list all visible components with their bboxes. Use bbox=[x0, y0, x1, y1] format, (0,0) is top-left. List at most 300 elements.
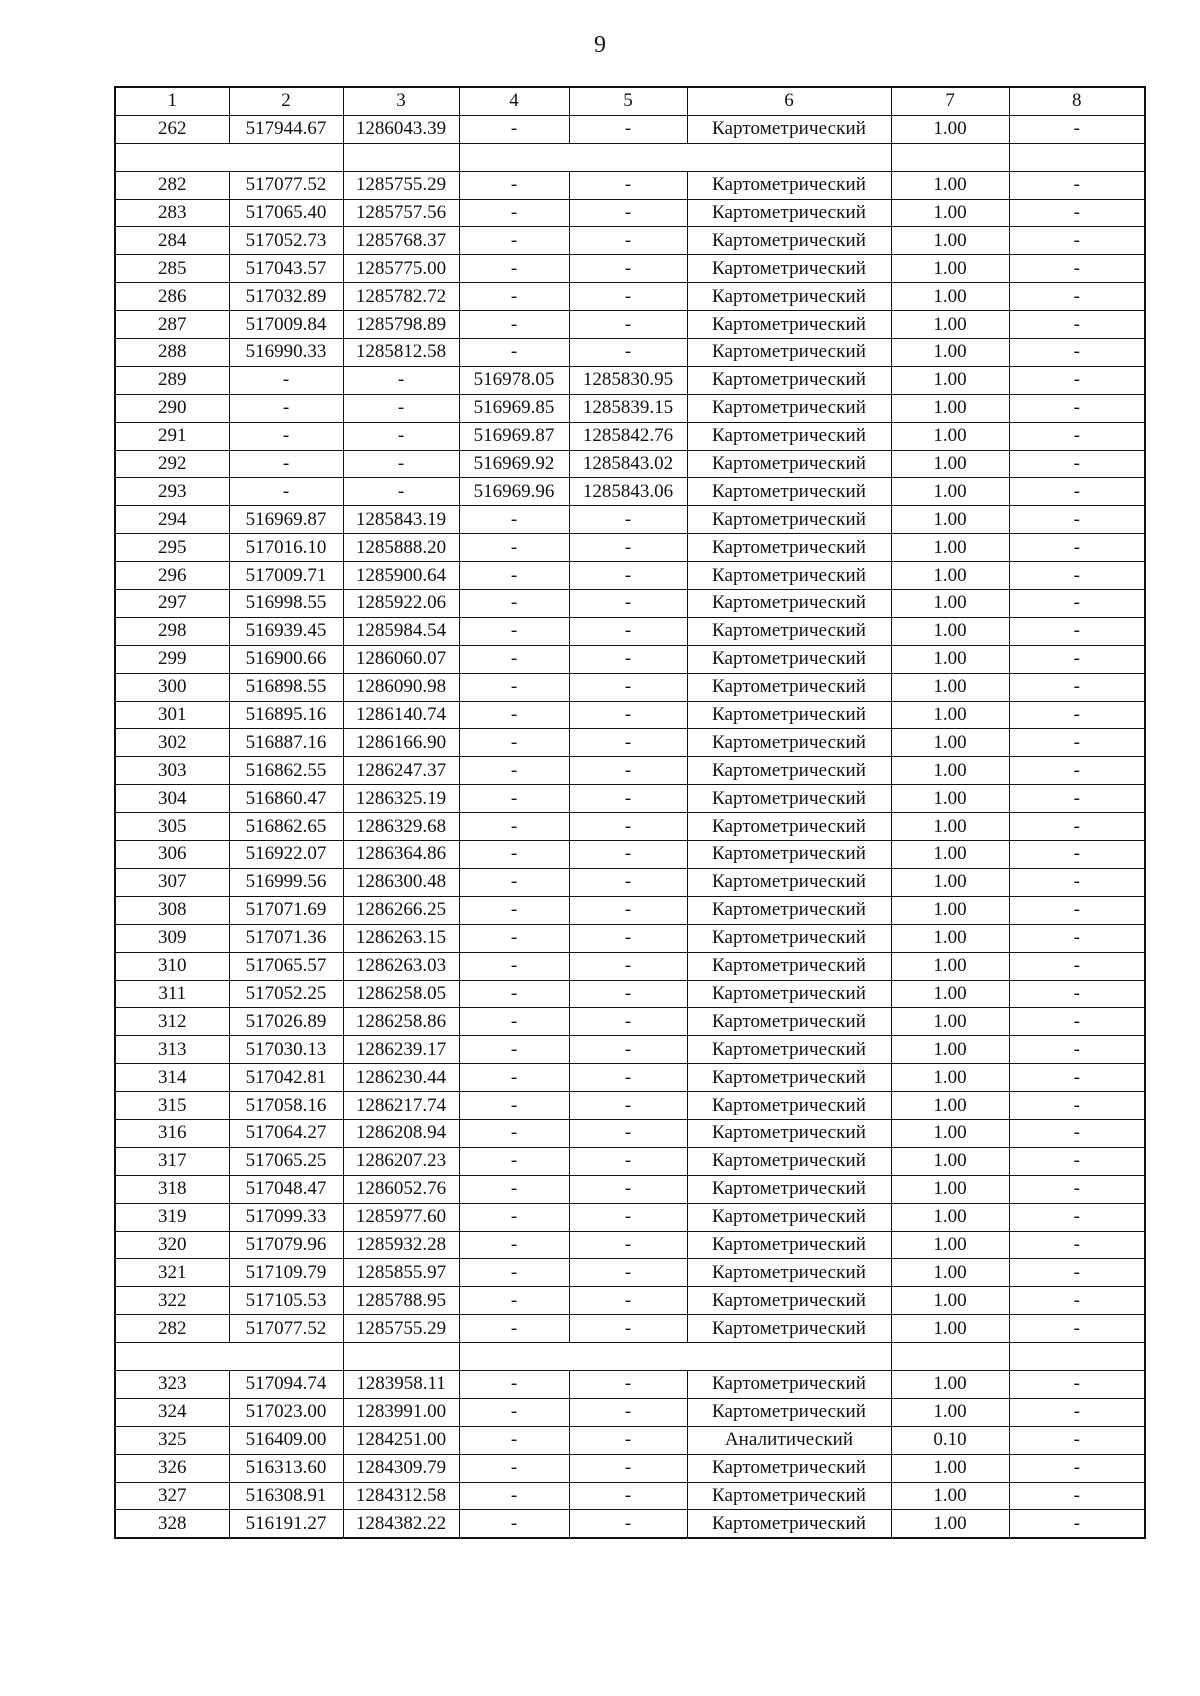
table-cell-col-5: - bbox=[569, 813, 687, 841]
table-cell-col-1: 328 bbox=[115, 1510, 229, 1538]
table-cell-col-1: 287 bbox=[115, 311, 229, 339]
table-row bbox=[115, 757, 1145, 785]
table-cell-col-1: 300 bbox=[115, 673, 229, 701]
table-cell-col-1: 288 bbox=[115, 339, 229, 367]
table-cell-col-2: 517052.25 bbox=[229, 980, 343, 1008]
table-cell-col-8: - bbox=[1009, 450, 1145, 478]
table-cell-col-2: 517032.89 bbox=[229, 283, 343, 311]
table-cell-col-6: Аналитический bbox=[687, 1426, 891, 1454]
table-cell-col-1: 327 bbox=[115, 1482, 229, 1510]
table-cell-col-1: 295 bbox=[115, 534, 229, 562]
table-row bbox=[115, 115, 1145, 143]
table-cell-col-7: 1.00 bbox=[891, 199, 1009, 227]
table-cell-col-3: 1286043.39 bbox=[343, 115, 459, 143]
table-cell-col-4: - bbox=[459, 1259, 569, 1287]
table-cell-col-8: - bbox=[1009, 1426, 1145, 1454]
table-cell-col-6: Картометрический bbox=[687, 394, 891, 422]
table-cell-col-1: 318 bbox=[115, 1175, 229, 1203]
table-cell-col-7: 1.00 bbox=[891, 952, 1009, 980]
column-header-3: 3 bbox=[343, 87, 459, 115]
table-cell-col-1: 306 bbox=[115, 841, 229, 869]
table-cell-col-7: 1.00 bbox=[891, 311, 1009, 339]
table-cell-col-3: 1286258.86 bbox=[343, 1008, 459, 1036]
table-cell-col-1: 293 bbox=[115, 478, 229, 506]
table-cell-col-1: 315 bbox=[115, 1092, 229, 1120]
column-header-5: 5 bbox=[569, 87, 687, 115]
table-cell-col-6: Картометрический bbox=[687, 1287, 891, 1315]
table-cell-col-6: Картометрический bbox=[687, 1119, 891, 1147]
table-cell-col-3: 1285984.54 bbox=[343, 617, 459, 645]
table-cell-col-7: 1.00 bbox=[891, 1036, 1009, 1064]
table-cell-col-8: - bbox=[1009, 590, 1145, 618]
table-cell-col-7: 1.00 bbox=[891, 868, 1009, 896]
table-row bbox=[115, 450, 1145, 478]
table-cell-col-3: 1286266.25 bbox=[343, 896, 459, 924]
table-cell-col-5: - bbox=[569, 590, 687, 618]
table-cell-col-3: 1285932.28 bbox=[343, 1231, 459, 1259]
table-cell-col-4: - bbox=[459, 645, 569, 673]
table-cell-col-3: 1285798.89 bbox=[343, 311, 459, 339]
table-cell-col-6: Картометрический bbox=[687, 450, 891, 478]
table-row bbox=[115, 255, 1145, 283]
column-header-2: 2 bbox=[229, 87, 343, 115]
table-cell-col-8: - bbox=[1009, 534, 1145, 562]
table-row bbox=[115, 283, 1145, 311]
table-cell-col-1: 286 bbox=[115, 283, 229, 311]
table-cell-col-7: 1.00 bbox=[891, 534, 1009, 562]
table-cell-col-8: - bbox=[1009, 366, 1145, 394]
table-cell-col-1: 283 bbox=[115, 199, 229, 227]
table-cell-col-4: - bbox=[459, 1398, 569, 1426]
table-cell-col-8: - bbox=[1009, 562, 1145, 590]
table-cell-col-3: 1286364.86 bbox=[343, 841, 459, 869]
table-cell-col-3: 1285768.37 bbox=[343, 227, 459, 255]
table-cell-col-4: - bbox=[459, 841, 569, 869]
table-cell-col-5: - bbox=[569, 227, 687, 255]
table-row bbox=[115, 980, 1145, 1008]
table-cell-col-4: - bbox=[459, 701, 569, 729]
table-cell-col-4: - bbox=[459, 115, 569, 143]
table-cell-col-7: 1.00 bbox=[891, 1482, 1009, 1510]
table-row bbox=[115, 339, 1145, 367]
table-cell-col-5: - bbox=[569, 1287, 687, 1315]
table-cell-col-2: 517071.69 bbox=[229, 896, 343, 924]
table-cell-col-7: 1.00 bbox=[891, 1119, 1009, 1147]
table-cell-col-5: - bbox=[569, 199, 687, 227]
table-cell-col-7: 1.00 bbox=[891, 1008, 1009, 1036]
table-cell-col-4: - bbox=[459, 227, 569, 255]
table-cell-col-7: 1.00 bbox=[891, 617, 1009, 645]
table-cell-col-7: 1.00 bbox=[891, 673, 1009, 701]
table-cell-col-6: Картометрический bbox=[687, 311, 891, 339]
table-cell-col-6 bbox=[687, 1343, 891, 1371]
table-cell-col-5: - bbox=[569, 171, 687, 199]
table-cell-col-2: - bbox=[229, 366, 343, 394]
table-row bbox=[115, 1119, 1145, 1147]
table-cell-col-6: Картометрический bbox=[687, 1482, 891, 1510]
table-cell-col-4: - bbox=[459, 952, 569, 980]
table-cell-col-3: 1285782.72 bbox=[343, 283, 459, 311]
table-cell-col-3: 1285843.19 bbox=[343, 506, 459, 534]
table-row bbox=[115, 1287, 1145, 1315]
table-cell-col-6: Картометрический bbox=[687, 1259, 891, 1287]
table-cell-col-4: - bbox=[459, 171, 569, 199]
table-cell-col-5: - bbox=[569, 506, 687, 534]
table-cell-col-1: 319 bbox=[115, 1203, 229, 1231]
table-cell-col-2: - bbox=[229, 422, 343, 450]
table-cell-col-1: 311 bbox=[115, 980, 229, 1008]
table-cell-col-7: 1.00 bbox=[891, 1454, 1009, 1482]
table-cell-col-2: 516898.55 bbox=[229, 673, 343, 701]
table-row bbox=[115, 896, 1145, 924]
table-cell-col-4: - bbox=[459, 339, 569, 367]
table-cell-col-7: 1.00 bbox=[891, 813, 1009, 841]
table-cell-col-6: Картометрический bbox=[687, 701, 891, 729]
table-cell-col-3: 1283958.11 bbox=[343, 1370, 459, 1398]
table-cell-col-3: 1284309.79 bbox=[343, 1454, 459, 1482]
table-row bbox=[115, 785, 1145, 813]
table-cell-col-3: 1286166.90 bbox=[343, 729, 459, 757]
table-cell-col-2: 517043.57 bbox=[229, 255, 343, 283]
table-cell-col-7: 1.00 bbox=[891, 924, 1009, 952]
table-row bbox=[115, 729, 1145, 757]
table-cell-col-6: Картометрический bbox=[687, 115, 891, 143]
table-cell-col-5: - bbox=[569, 645, 687, 673]
table-cell-col-7: 1.00 bbox=[891, 701, 1009, 729]
table-cell-col-8: - bbox=[1009, 1036, 1145, 1064]
table-cell-col-8: - bbox=[1009, 1008, 1145, 1036]
table-cell-col-2: 517077.52 bbox=[229, 171, 343, 199]
table-cell-col-5: - bbox=[569, 283, 687, 311]
table-cell-col-1: 292 bbox=[115, 450, 229, 478]
table-cell-col-1: 321 bbox=[115, 1259, 229, 1287]
table-cell-col-3: 1283991.00 bbox=[343, 1398, 459, 1426]
table-row bbox=[115, 673, 1145, 701]
table-cell-col-6: Картометрический bbox=[687, 1064, 891, 1092]
table-cell-col-4: 516969.96 bbox=[459, 478, 569, 506]
table-cell-col-2: 517009.71 bbox=[229, 562, 343, 590]
table-body bbox=[115, 115, 1145, 1538]
table-row bbox=[115, 1259, 1145, 1287]
table-cell-col-5: - bbox=[569, 1064, 687, 1092]
table-cell-col-4: - bbox=[459, 562, 569, 590]
table-cell-col-2: 516887.16 bbox=[229, 729, 343, 757]
table-cell-col-3: 1286217.74 bbox=[343, 1092, 459, 1120]
table-cell-col-6: Картометрический bbox=[687, 590, 891, 618]
table-cell-col-7: 1.00 bbox=[891, 1203, 1009, 1231]
table-cell-col-5: - bbox=[569, 1175, 687, 1203]
column-header-4: 4 bbox=[459, 87, 569, 115]
table-row bbox=[115, 394, 1145, 422]
table-cell-col-7 bbox=[891, 143, 1009, 171]
table-cell-col-7: 1.00 bbox=[891, 645, 1009, 673]
table-cell-col-3: 1285755.29 bbox=[343, 171, 459, 199]
table-cell-col-5: - bbox=[569, 896, 687, 924]
table-row bbox=[115, 1231, 1145, 1259]
table-row bbox=[115, 701, 1145, 729]
table-cell-col-2 bbox=[229, 143, 343, 171]
table-cell-col-3: 1286325.19 bbox=[343, 785, 459, 813]
table-cell-col-2: 517058.16 bbox=[229, 1092, 343, 1120]
table-cell-col-4: - bbox=[459, 896, 569, 924]
table-row bbox=[115, 311, 1145, 339]
table-cell-col-7: 1.00 bbox=[891, 227, 1009, 255]
table-cell-col-7: 1.00 bbox=[891, 1175, 1009, 1203]
table-cell-col-6: Картометрический bbox=[687, 1147, 891, 1175]
table-cell-col-5: 1285842.76 bbox=[569, 422, 687, 450]
table-cell-col-8: - bbox=[1009, 1287, 1145, 1315]
table-cell-col-4: - bbox=[459, 1064, 569, 1092]
table-cell-col-7: 1.00 bbox=[891, 171, 1009, 199]
table-cell-col-3: 1286060.07 bbox=[343, 645, 459, 673]
table-cell-col-3: 1286258.05 bbox=[343, 980, 459, 1008]
table-row bbox=[115, 1203, 1145, 1231]
table-cell-col-5: - bbox=[569, 1147, 687, 1175]
table-cell-col-2: 516922.07 bbox=[229, 841, 343, 869]
table-cell-col-3: 1285755.29 bbox=[343, 1315, 459, 1343]
table-cell-col-4: - bbox=[459, 1315, 569, 1343]
table-cell-col-1: 314 bbox=[115, 1064, 229, 1092]
table-cell-col-1: 305 bbox=[115, 813, 229, 841]
table-cell-col-1: 304 bbox=[115, 785, 229, 813]
table-separator-row bbox=[115, 1343, 1145, 1371]
table-row bbox=[115, 1426, 1145, 1454]
column-header-1: 1 bbox=[115, 87, 229, 115]
table-cell-col-8: - bbox=[1009, 757, 1145, 785]
table-cell-col-6: Картометрический bbox=[687, 673, 891, 701]
table-cell-col-3: 1286052.76 bbox=[343, 1175, 459, 1203]
table-cell-col-3: 1286263.15 bbox=[343, 924, 459, 952]
table-cell-col-8: - bbox=[1009, 841, 1145, 869]
table-cell-col-4: - bbox=[459, 1287, 569, 1315]
table-cell-col-8: - bbox=[1009, 1203, 1145, 1231]
table-row bbox=[115, 952, 1145, 980]
table-cell-col-7: 1.00 bbox=[891, 729, 1009, 757]
table-cell-col-4: - bbox=[459, 199, 569, 227]
table-cell-col-6: Картометрический bbox=[687, 1370, 891, 1398]
table-cell-col-3: - bbox=[343, 422, 459, 450]
table-separator-row bbox=[115, 143, 1145, 171]
table-cell-col-3: 1286208.94 bbox=[343, 1119, 459, 1147]
table-cell-col-4: - bbox=[459, 1454, 569, 1482]
table-cell-col-7: 1.00 bbox=[891, 980, 1009, 1008]
table-cell-col-6 bbox=[687, 143, 891, 171]
table-cell-col-5: - bbox=[569, 952, 687, 980]
table-cell-col-1: 312 bbox=[115, 1008, 229, 1036]
table-cell-col-3: 1286239.17 bbox=[343, 1036, 459, 1064]
table-cell-col-1: 282 bbox=[115, 1315, 229, 1343]
table-row bbox=[115, 841, 1145, 869]
table-cell-col-8: - bbox=[1009, 785, 1145, 813]
table-cell-col-6: Картометрический bbox=[687, 1092, 891, 1120]
table-cell-col-5: - bbox=[569, 924, 687, 952]
table-cell-col-5: - bbox=[569, 339, 687, 367]
table-row bbox=[115, 366, 1145, 394]
table-cell-col-4: - bbox=[459, 506, 569, 534]
table-cell-col-8: - bbox=[1009, 227, 1145, 255]
table-cell-col-4: - bbox=[459, 729, 569, 757]
table-cell-col-5: - bbox=[569, 673, 687, 701]
table-cell-col-5: - bbox=[569, 1398, 687, 1426]
table-cell-col-6: Картометрический bbox=[687, 171, 891, 199]
table-cell-col-5: - bbox=[569, 115, 687, 143]
table-cell-col-4: - bbox=[459, 1203, 569, 1231]
table-cell-col-2: 516990.33 bbox=[229, 339, 343, 367]
table-cell-col-1: 313 bbox=[115, 1036, 229, 1064]
table-cell-col-2: 517023.00 bbox=[229, 1398, 343, 1426]
table-cell-col-1: 294 bbox=[115, 506, 229, 534]
table-cell-col-6: Картометрический bbox=[687, 1454, 891, 1482]
table-cell-col-5: - bbox=[569, 1370, 687, 1398]
column-header-8: 8 bbox=[1009, 87, 1145, 115]
table-cell-col-4: - bbox=[459, 1482, 569, 1510]
table-cell-col-8: - bbox=[1009, 422, 1145, 450]
table-cell-col-7: 1.00 bbox=[891, 422, 1009, 450]
table-row bbox=[115, 813, 1145, 841]
table-cell-col-6: Картометрический bbox=[687, 813, 891, 841]
table-cell-col-7: 1.00 bbox=[891, 506, 1009, 534]
table-cell-col-2: 517042.81 bbox=[229, 1064, 343, 1092]
table-cell-col-1: 299 bbox=[115, 645, 229, 673]
table-cell-col-7: 1.00 bbox=[891, 757, 1009, 785]
table-cell-col-4: - bbox=[459, 311, 569, 339]
table-cell-col-2: 517065.40 bbox=[229, 199, 343, 227]
table-cell-col-1: 284 bbox=[115, 227, 229, 255]
table-cell-col-8: - bbox=[1009, 617, 1145, 645]
table-cell-col-8: - bbox=[1009, 1119, 1145, 1147]
table-cell-col-5: - bbox=[569, 1454, 687, 1482]
table-cell-col-5: 1285839.15 bbox=[569, 394, 687, 422]
table-cell-col-8: - bbox=[1009, 339, 1145, 367]
table-cell-col-4: - bbox=[459, 1510, 569, 1538]
table-cell-col-7: 1.00 bbox=[891, 115, 1009, 143]
table-cell-col-2: 516191.27 bbox=[229, 1510, 343, 1538]
table-cell-col-7: 1.00 bbox=[891, 1259, 1009, 1287]
table-cell-col-2: 517026.89 bbox=[229, 1008, 343, 1036]
table-cell-col-1: 296 bbox=[115, 562, 229, 590]
table-cell-col-3: 1285775.00 bbox=[343, 255, 459, 283]
table-cell-col-4: - bbox=[459, 590, 569, 618]
table-cell-col-5: - bbox=[569, 1092, 687, 1120]
table-cell-col-1: 297 bbox=[115, 590, 229, 618]
table-cell-col-8: - bbox=[1009, 1510, 1145, 1538]
table-cell-col-4: - bbox=[459, 1370, 569, 1398]
table-cell-col-1: 262 bbox=[115, 115, 229, 143]
table-cell-col-7: 1.00 bbox=[891, 1315, 1009, 1343]
table-cell-col-8: - bbox=[1009, 478, 1145, 506]
table-cell-col-7: 1.00 bbox=[891, 255, 1009, 283]
table-cell-col-1: 298 bbox=[115, 617, 229, 645]
table-cell-col-5 bbox=[569, 143, 687, 171]
table-cell-col-6: Картометрический bbox=[687, 339, 891, 367]
table-cell-col-6: Картометрический bbox=[687, 1036, 891, 1064]
table-cell-col-2: 516900.66 bbox=[229, 645, 343, 673]
table-cell-col-6: Картометрический bbox=[687, 478, 891, 506]
table-row bbox=[115, 199, 1145, 227]
table-cell-col-4: - bbox=[459, 1231, 569, 1259]
table-cell-col-4: - bbox=[459, 1008, 569, 1036]
table-cell-col-6: Картометрический bbox=[687, 1008, 891, 1036]
table-cell-col-2: 517077.52 bbox=[229, 1315, 343, 1343]
table-cell-col-6: Картометрический bbox=[687, 422, 891, 450]
table-header-row bbox=[115, 87, 1145, 115]
table-cell-col-2: 517016.10 bbox=[229, 534, 343, 562]
table-cell-col-3: 1285977.60 bbox=[343, 1203, 459, 1231]
table-cell-col-3: 1286140.74 bbox=[343, 701, 459, 729]
table-cell-col-4: - bbox=[459, 757, 569, 785]
table-row bbox=[115, 1036, 1145, 1064]
table-cell-col-2: 517099.33 bbox=[229, 1203, 343, 1231]
table-cell-col-5: - bbox=[569, 841, 687, 869]
table-cell-col-3: 1285855.97 bbox=[343, 1259, 459, 1287]
table-cell-col-2: 516308.91 bbox=[229, 1482, 343, 1510]
table-cell-col-7 bbox=[891, 1343, 1009, 1371]
table-cell-col-6: Картометрический bbox=[687, 980, 891, 1008]
table-cell-col-4 bbox=[459, 143, 569, 171]
page-number: 9 bbox=[594, 32, 606, 58]
table-cell-col-8: - bbox=[1009, 645, 1145, 673]
table-cell-col-2: 517030.13 bbox=[229, 1036, 343, 1064]
table-cell-col-1: 324 bbox=[115, 1398, 229, 1426]
table-cell-col-4: 516969.92 bbox=[459, 450, 569, 478]
table-cell-col-5: - bbox=[569, 1259, 687, 1287]
table-cell-col-5: - bbox=[569, 1315, 687, 1343]
table-cell-col-2: - bbox=[229, 394, 343, 422]
table-cell-col-8: - bbox=[1009, 1454, 1145, 1482]
table-cell-col-6: Картометрический bbox=[687, 562, 891, 590]
table-cell-col-4: 516978.05 bbox=[459, 366, 569, 394]
table-cell-col-6: Картометрический bbox=[687, 645, 891, 673]
table-cell-col-5: - bbox=[569, 534, 687, 562]
table-cell-col-4: - bbox=[459, 813, 569, 841]
table-cell-col-3: 1284382.22 bbox=[343, 1510, 459, 1538]
table-cell-col-1: 317 bbox=[115, 1147, 229, 1175]
table-cell-col-3: 1286090.98 bbox=[343, 673, 459, 701]
table-cell-col-1: 310 bbox=[115, 952, 229, 980]
table-cell-col-7: 1.00 bbox=[891, 1287, 1009, 1315]
table-cell-col-8: - bbox=[1009, 394, 1145, 422]
table-cell-col-8: - bbox=[1009, 980, 1145, 1008]
table-cell-col-8: - bbox=[1009, 1092, 1145, 1120]
table-cell-col-6: Картометрический bbox=[687, 1315, 891, 1343]
table-cell-col-8: - bbox=[1009, 171, 1145, 199]
table-cell-col-1: 289 bbox=[115, 366, 229, 394]
table-cell-col-1: 301 bbox=[115, 701, 229, 729]
table-cell-col-6: Картометрический bbox=[687, 283, 891, 311]
table-cell-col-3: 1285788.95 bbox=[343, 1287, 459, 1315]
table-cell-col-2: 517065.25 bbox=[229, 1147, 343, 1175]
table-cell-col-8: - bbox=[1009, 1064, 1145, 1092]
table-cell-col-7: 1.00 bbox=[891, 450, 1009, 478]
table-cell-col-1: 291 bbox=[115, 422, 229, 450]
table-cell-col-8 bbox=[1009, 143, 1145, 171]
table-cell-col-6: Картометрический bbox=[687, 255, 891, 283]
table-cell-col-8: - bbox=[1009, 1147, 1145, 1175]
table-cell-col-2: 516862.65 bbox=[229, 813, 343, 841]
table-cell-col-8: - bbox=[1009, 813, 1145, 841]
table-cell-col-4: - bbox=[459, 1175, 569, 1203]
table-cell-col-7: 1.00 bbox=[891, 1147, 1009, 1175]
table-row bbox=[115, 1370, 1145, 1398]
table-cell-col-1: 316 bbox=[115, 1119, 229, 1147]
table-cell-col-5: 1285830.95 bbox=[569, 366, 687, 394]
table-row bbox=[115, 478, 1145, 506]
table-cell-col-1: 290 bbox=[115, 394, 229, 422]
table-cell-col-7: 1.00 bbox=[891, 785, 1009, 813]
table-cell-col-3 bbox=[343, 1343, 459, 1371]
table-cell-col-2: - bbox=[229, 478, 343, 506]
table-cell-col-4: - bbox=[459, 1426, 569, 1454]
